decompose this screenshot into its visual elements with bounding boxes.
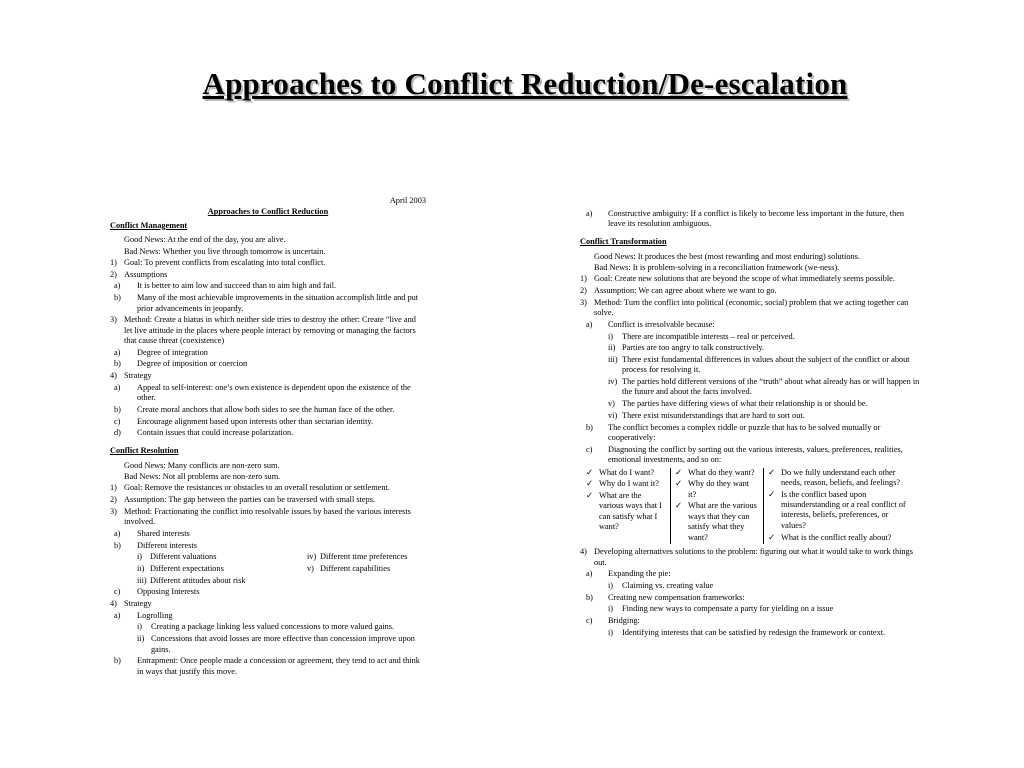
list-item: c) Diagnosing the conflict by sorting out the various interests, values, preferences, realities, emotional investments, and so on:	[586, 444, 903, 465]
bad-news: Bad News: Not all problems are non-zero sum.	[124, 471, 281, 481]
list-item: b) Different interests	[114, 540, 197, 550]
list-item: i) Different valuations	[137, 552, 217, 562]
list-item: a) Appeal to self-interest: one’s own existence is dependent upon the existence of the other.	[114, 382, 411, 403]
list-item: ii) Different expectations	[137, 563, 224, 573]
checkmark-icon: ✓	[586, 479, 593, 489]
list-item: i) Identifying interests that can be satisfied by redesign the framework or context.	[608, 627, 886, 637]
list-item: 4) Strategy	[110, 599, 152, 609]
checklist-column-mutual	[763, 468, 918, 545]
checkmark-icon: ✓	[675, 501, 682, 511]
checkmark-icon: ✓	[675, 467, 682, 477]
list-item: i) There are incompatible interests – real or perceived.	[608, 331, 795, 341]
section-heading-resolution: Conflict Resolution	[110, 446, 179, 456]
document-title: Approaches to Conflict Reduction	[207, 207, 329, 217]
list-item: 4) Strategy	[110, 371, 152, 381]
checkmark-icon: ✓	[586, 467, 593, 477]
interest-types	[110, 552, 426, 587]
list-item: b) Many of the most achievable improvements in the situation accomplish little and put prior advancements in jeopardy.	[114, 293, 419, 313]
list-item: v) Different capabilities	[307, 563, 391, 573]
list-item: a) Logrolling	[114, 610, 173, 620]
good-news: Good News: At the end of the day, you are alive.	[124, 235, 286, 245]
list-item: 4) Developing alternatives solutions to the problem: figuring out what it would take to work things out.	[580, 547, 913, 567]
checkmark-icon: ✓	[768, 532, 775, 542]
list-item: a) Constructive ambiguity: If a conflict is likely to become less important in the future, then leave its resolution ambiguous.	[586, 209, 905, 229]
list-item: a) Shared interests	[114, 528, 190, 538]
section-heading-transformation: Conflict Transformation	[580, 237, 667, 247]
list-item: b) Create moral anchors that allow both sides to see the human face of the other.	[114, 404, 395, 414]
list-item: 3) Method: Turn the conflict into political (economic, social) problem that we acting together can solve.	[580, 297, 909, 318]
list-item: d) Contain issues that could increase polarization.	[114, 428, 294, 438]
list-item: i) Finding new ways to compensate a party for yielding on a issue	[608, 604, 834, 614]
bad-news: Bad News: Whether you live through tomorrow is uncertain.	[124, 246, 326, 256]
list-item: 2) Assumptions	[110, 269, 168, 279]
list-item: a) Expanding the pie:	[586, 569, 671, 579]
checkmark-icon: ✓	[675, 479, 682, 489]
document-date: April 2003	[389, 196, 426, 205]
document-right-column	[580, 209, 920, 640]
good-news: Good News: It produces the best (most rewarding and most enduring) solutions.	[594, 251, 860, 261]
list-item: a) Conflict is irresolvable because:	[586, 319, 715, 329]
list-item: ii) Concessions that avoid losses are more effective than concession improve upon gains.	[137, 634, 415, 654]
good-news: Good News: Many conflicts are non-zero sum.	[124, 460, 280, 470]
slide-title: Approaches to Conflict Reduction/De-escalation	[202, 66, 848, 101]
checklist-item: ✓ Why do I want it?	[586, 479, 659, 489]
checklist-item: ✓ What do I want?	[586, 467, 655, 477]
list-item: b) The conflict becomes a complex riddle or puzzle that has to be solved mutually or cooperatively:	[586, 422, 881, 442]
checkmark-icon: ✓	[586, 490, 593, 500]
list-item: iv) The parties hold different versions of the “truth” about what already has or will happen in the future and about the facts involved.	[608, 377, 920, 397]
checklist-item: ✓ What are the various ways that I can satisfy what I want?	[586, 490, 662, 532]
section-heading-management: Conflict Management	[110, 220, 188, 230]
list-item: a) Degree of integration	[114, 347, 208, 357]
list-item: 3) Method: Fractionating the conflict into resolvable issues by based the various interests involved.	[110, 506, 411, 527]
list-item: 1) Goal: To prevent conflicts from escalating into total conflict.	[110, 258, 326, 268]
list-item: 1) Goal: Remove the resistances or obstacles to an overall resolution or settlement.	[110, 483, 390, 493]
list-item: iii) Different attitudes about risk	[137, 575, 246, 585]
checklist-item: ✓ What do they want?	[675, 467, 755, 477]
list-item: a) It is better to aim low and succeed than to aim high and fail.	[114, 281, 337, 291]
checklist-item: ✓ Is the conflict based upon misunderstanding or a real conflict of interests, beliefs, preferences, or values?	[768, 489, 906, 530]
checkmark-icon: ✓	[768, 489, 775, 499]
list-item: 3) Method: Create a hiatus in which neither side tries to destroy the other: Create “live and let live attitude in the places where people interact by removing or managing the factors that cause threat (coexistence)	[110, 315, 416, 346]
list-item: i) Claiming vs. creating value	[608, 581, 714, 591]
list-item: c) Encourage alignment based upon interests other than sectarian identity.	[114, 416, 374, 426]
checklist-item: ✓ What are the various ways that they can satisfy what they want?	[675, 501, 757, 542]
list-item: 1) Goal: Create new solutions that are beyond the scope of what immediately seems possible.	[580, 274, 895, 284]
list-item: iv) Different time preferences	[307, 552, 408, 562]
document-left-column	[110, 196, 426, 678]
list-item: 2) Assumption: We can agree about where we want to go.	[580, 286, 777, 296]
checklist-item: ✓ Do we fully understand each other needs, reason, beliefs, and feelings?	[768, 467, 901, 487]
list-item: iii) There exist fundamental differences in values about the subject of the conflict or about process for resolving it.	[608, 354, 910, 375]
list-item: c) Opposing Interests	[114, 587, 200, 597]
list-item: 2) Assumption: The gap between the parties can be traversed with small steps.	[110, 495, 375, 505]
list-item: v) The parties have differing views of what their relationship is or should be.	[608, 399, 868, 409]
list-item: b) Creating new compensation frameworks:	[586, 592, 745, 602]
bad-news: Bad News: It is problem-solving in a reconciliation framework (we-ness).	[594, 262, 840, 272]
checkmark-icon: ✓	[768, 467, 775, 477]
checklist-column-other	[670, 468, 763, 545]
checklist-item: ✓ What is the conflict really about?	[768, 532, 892, 542]
list-item: vi) There exist misunderstandings that are hard to sort out.	[608, 410, 805, 420]
checklist-item: ✓ Why do they want it?	[675, 479, 750, 499]
list-item: i) Creating a package linking less valued concessions to more valued gains.	[137, 622, 395, 632]
list-item: ii) Parties are too angry to talk constructively.	[608, 343, 765, 353]
list-item: c) Bridging:	[586, 616, 640, 626]
checklist-column-self	[586, 468, 670, 545]
list-item: b) Degree of imposition or coercion	[114, 359, 248, 369]
list-item: b) Entrapment: Once people made a concession or agreement, they tend to act and think in ways that justify this move.	[114, 656, 420, 676]
diagnosis-checklist	[586, 468, 920, 545]
